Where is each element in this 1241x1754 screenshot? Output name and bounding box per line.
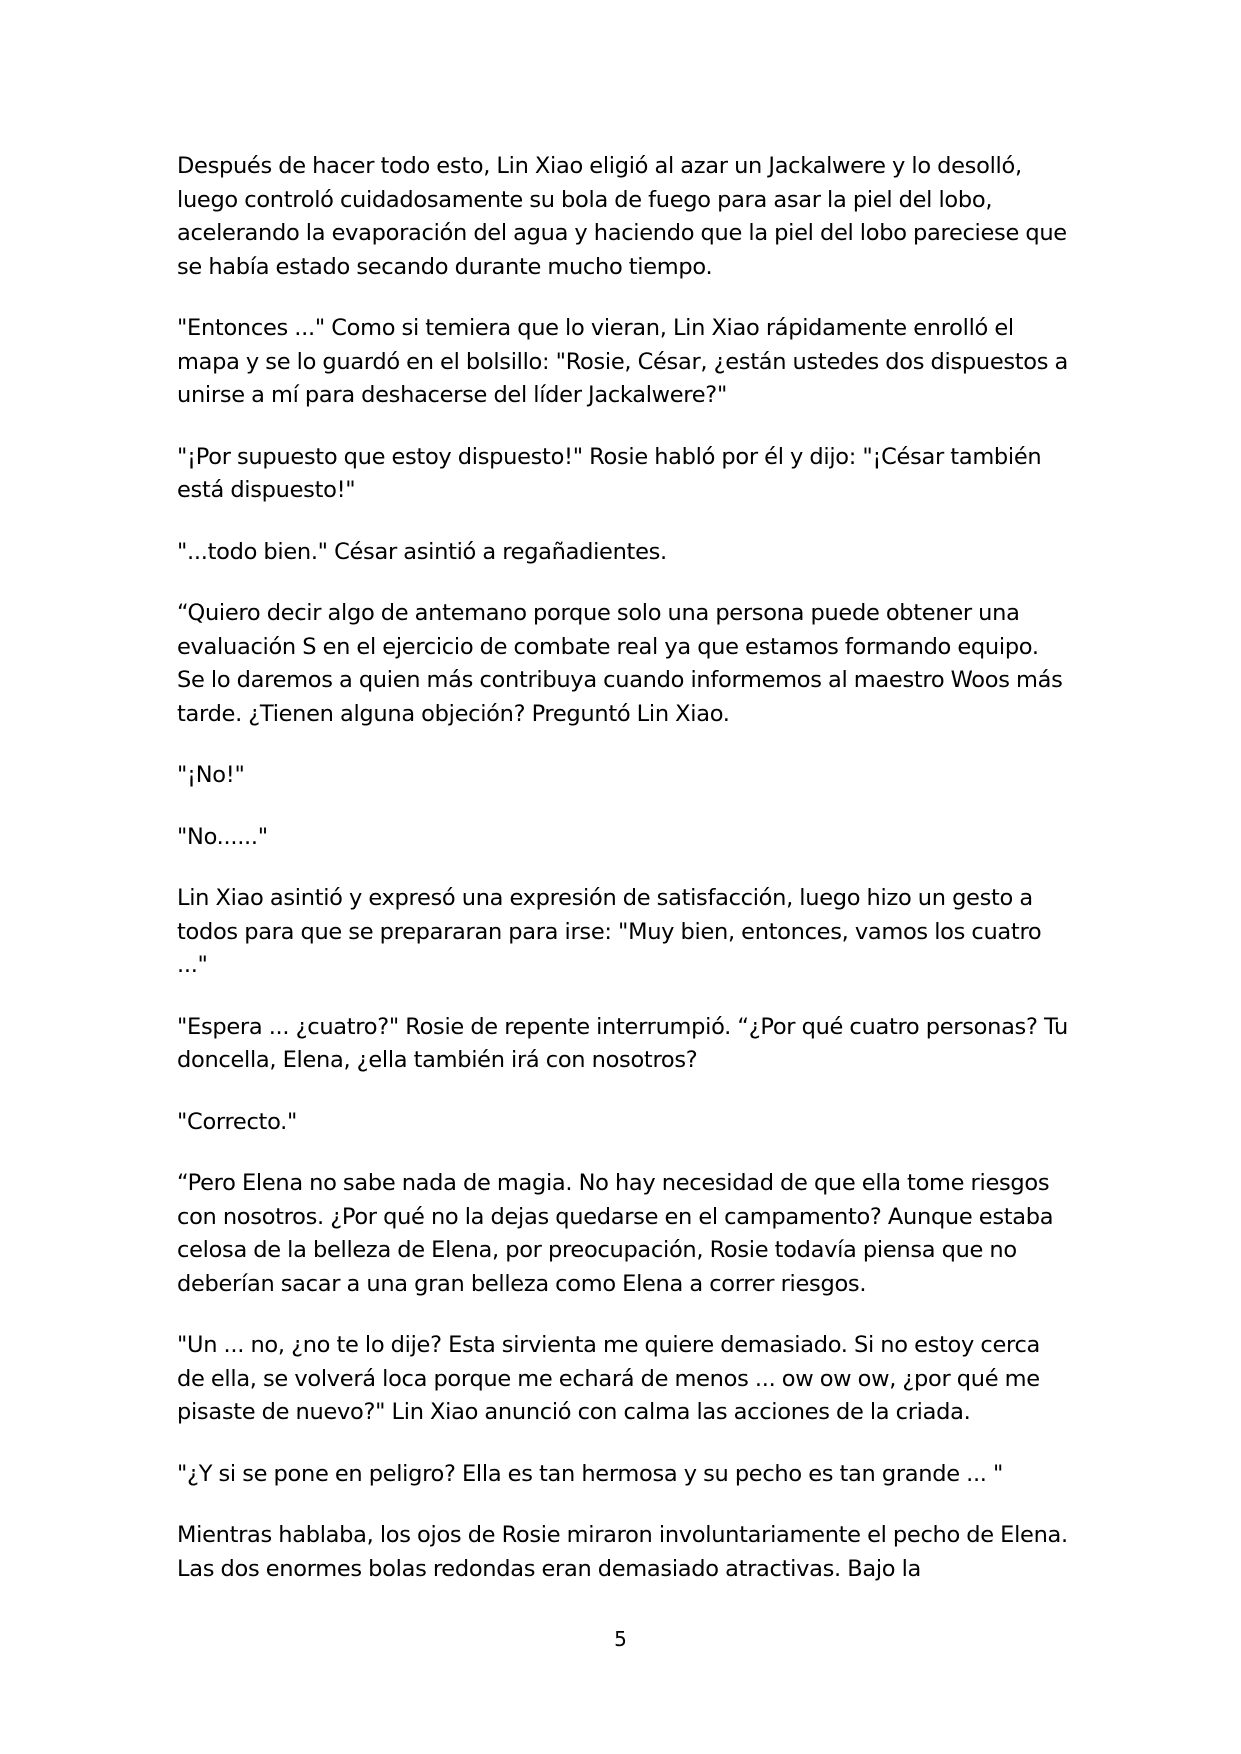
paragraph: Después de hacer todo esto, Lin Xiao eligió al azar un Jackalwere y lo desolló, luego controló cuidadosamente su bola de fuego para asar la piel del lobo, acelerando la evaporación del agua y haciendo que la piel del lobo pareciese que se había estado secando durante mucho tiempo. xyxy=(177,153,1067,280)
paragraph: "¡Por supuesto que estoy dispuesto!" Rosie habló por él y dijo: "¡César también está dispuesto!" xyxy=(177,443,1042,503)
paragraph: Lin Xiao asintió y expresó una expresión de satisfacción, luego hizo un gesto a todos para que se prepararan para irse: "Muy bien, entonces, vamos los cuatro ..." xyxy=(177,885,1042,978)
paragraph: “Pero Elena no sabe nada de magia. No hay necesidad de que ella tome riesgos con nosotros. ¿Por qué no la dejas quedarse en el campamento? Aunque estaba celosa de la belleza de Elena, por preocupación, Rosie todavía piensa que no deberían sacar a una gran belleza como Elena a correr riesgos. xyxy=(177,1170,1054,1297)
paragraph: "Un ... no, ¿no te lo dije? Esta sirvienta me quiere demasiado. Si no estoy cerca de ella, se volverá loca porque me echará de menos ... ow ow ow, ¿por qué me pisaste de nuevo?" Lin Xiao anunció con calma las acciones de la criada. xyxy=(177,1332,1041,1425)
page-body xyxy=(177,150,1069,1614)
page-number: 5 xyxy=(614,1627,627,1651)
paragraph: "...todo bien." César asintió a regañadientes. xyxy=(177,538,667,565)
paragraph: Mientras hablaba, los ojos de Rosie miraron involuntariamente el pecho de Elena. Las dos enormes bolas redondas eran demasiado atractivas. Bajo la xyxy=(177,1522,1068,1582)
paragraph: "Correcto." xyxy=(177,1108,298,1135)
paragraph: "Entonces ..." Como si temiera que lo vieran, Lin Xiao rápidamente enrolló el mapa y se lo guardó en el bolsillo: "Rosie, César, ¿están ustedes dos dispuestos a unirse a mí para deshacerse del líder Jackalwere?" xyxy=(177,315,1069,408)
paragraph: "¿Y si se pone en peligro? Ella es tan hermosa y su pecho es tan grande ... " xyxy=(177,1460,1004,1487)
paragraph: “Quiero decir algo de antemano porque solo una persona puede obtener una evaluación S en el ejercicio de combate real ya que estamos formando equipo. Se lo daremos a quien más contribuya cuando informemos al maestro Woos más tarde. ¿Tienen alguna objeción? Preguntó Lin Xiao. xyxy=(177,600,1063,727)
paragraph: "¡No!" xyxy=(177,762,245,788)
paragraph: "Espera ... ¿cuatro?" Rosie de repente interrumpió. “¿Por qué cuatro personas? Tu doncella, Elena, ¿ella también irá con nosotros? xyxy=(177,1013,1068,1073)
paragraph: "No......" xyxy=(177,823,268,850)
